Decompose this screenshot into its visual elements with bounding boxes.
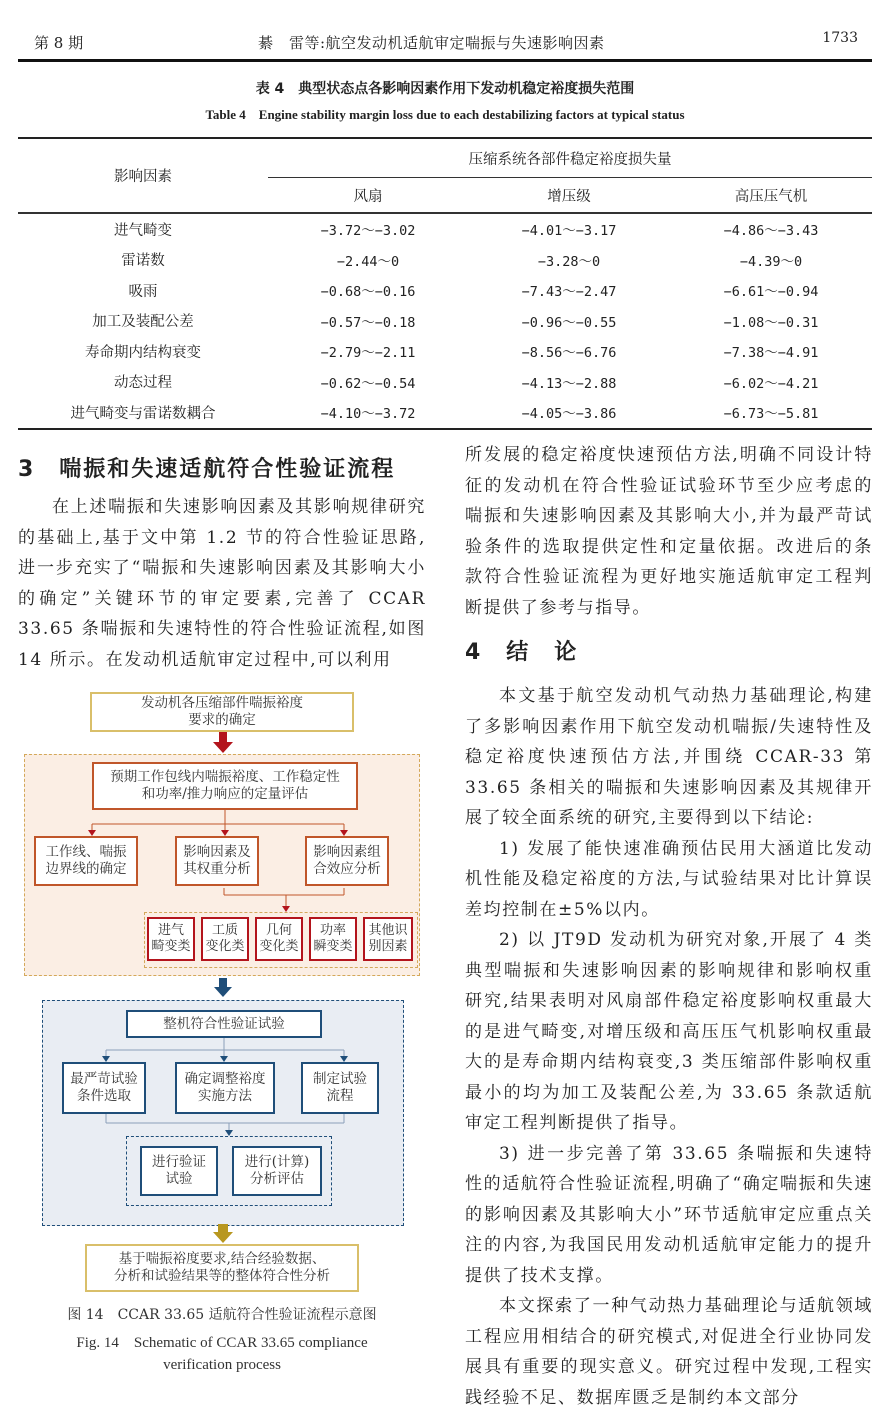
value-cell: −7.38～−4.91 (723, 345, 819, 362)
test-procedure-box (301, 1062, 379, 1114)
down-arrow-icon (212, 732, 234, 754)
value-cell: −4.39～0 (739, 253, 803, 270)
box-line: 和功率/推力响应的定量评估 (141, 786, 309, 802)
section-3-heading: 3 喘振和失速适航符合性验证流程 (18, 457, 396, 482)
down-arrow-icon (212, 1224, 234, 1244)
figure-caption-zh: 图 14 CCAR 33.65 适航符合性验证流程示意图 (67, 1307, 377, 1323)
factor-box (363, 917, 413, 961)
operating-line-box (34, 836, 138, 886)
value-cell: −6.61～−0.94 (723, 284, 819, 301)
table-caption-zh: 表 4 典型状态点各影响因素作用下发动机稳定裕度损失范围 (255, 81, 635, 97)
table-4 (18, 137, 872, 430)
factor-box (309, 917, 357, 961)
factor-box (201, 917, 249, 961)
value-cell: −0.96～−0.55 (521, 314, 617, 331)
box-line: 进气 (157, 923, 184, 938)
value-cell: −7.43～−2.47 (521, 284, 617, 301)
journal-issue: 第 8 期 (34, 34, 84, 52)
box-line: 流程 (326, 1088, 354, 1104)
factor-cell: 动态过程 (114, 375, 172, 392)
box-line: 工质 (211, 923, 238, 938)
conclusion-item-1: 1) 发展了能快速准确预估民用大涵道比发动机性能及稳定裕度的方法,与试验结果对比计算误差均控制在±5%以内。 (465, 838, 873, 920)
box-line: 影响因素及 (183, 844, 251, 860)
box-line: 其他识 (368, 923, 408, 938)
value-cell: −0.57～−0.18 (320, 314, 416, 331)
table-row (18, 397, 872, 429)
value-cell: −1.08～−0.31 (723, 314, 819, 331)
factor-box (255, 917, 303, 961)
value-cell: −4.10～−3.72 (268, 397, 468, 429)
box-line: 要求的确定 (188, 712, 256, 728)
value-cell: −0.68～−0.16 (320, 284, 416, 301)
table-row (18, 306, 872, 337)
value-cell: −0.62～−0.54 (320, 375, 416, 392)
value-cell: −6.02～−4.21 (723, 375, 819, 392)
section-4-heading: 4 结 论 (465, 640, 579, 665)
table-row (18, 336, 872, 367)
box-line: 基于喘振裕度要求,结合经验数据、 (118, 1251, 326, 1267)
value-cell: −4.86～−3.43 (723, 223, 819, 240)
factor-cell: 进气畸变 (114, 222, 172, 239)
factor-cell: 加工及装配公差 (92, 314, 194, 331)
box-line: 瞬变类 (313, 939, 353, 954)
section-3-paragraph-cont: 所发展的稳定裕度快速预估方法,明确不同设计特征的发动机在符合性验证试验环节至少应考虑的喘振和失速影响因素及其影响大小,并为最严苛试验条件的选取提供定性和定量依据。改进后的条款符合性验证流程为更好地实施适航审定工程判断提供了参考与指导。 (465, 445, 873, 618)
table-row (18, 275, 872, 306)
value-cell: −4.01～−3.17 (521, 223, 617, 240)
figure-caption-en: Fig. 14 Schematic of CCAR 33.65 compliance (76, 1335, 368, 1351)
table-row (18, 213, 872, 245)
box-line: 确定调整裕度 (184, 1071, 266, 1087)
running-title: 綦 雷等:航空发动机适航审定喘振与失速影响因素 (258, 34, 605, 52)
value-cell: −4.13～−2.88 (521, 375, 617, 392)
box-line: 制定试验 (313, 1071, 367, 1087)
box-line: 变化类 (205, 939, 245, 954)
box-line: 预期工作包线内喘振裕度、工作稳定性 (110, 769, 340, 785)
row-header: 影响因素 (18, 138, 268, 213)
right-column (465, 440, 873, 1413)
verification-test-box (140, 1146, 218, 1196)
conclusion-item-2: 2) 以 JT9D 发动机为研究对象,开展了 4 类典型喘振和失速影响因素的影响规律和影响权重研究,结果表明对风扇部件稳定裕度影响权重最大的是进气畸变,对增压级和高压压气机影响权重最大的是寿命期内结构衰变,3 类压缩部件影响权重最小的均为加工及装配公差,为 33.65 条款适航审定工程判断提供了指导。 (465, 930, 873, 1133)
table-row (18, 367, 872, 398)
margin-adjust-box (175, 1062, 275, 1114)
value-cell: −2.79～−2.11 (320, 345, 416, 362)
box-line: 分析评估 (249, 1171, 304, 1187)
whole-engine-test-box (126, 1010, 322, 1038)
box-line: 进行(计算) (244, 1154, 310, 1170)
factor-cell: 雷诺数 (121, 253, 165, 270)
box-line: 其权重分析 (183, 861, 251, 877)
box-line: 影响因素组 (313, 844, 381, 860)
conclusion-item-3: 3) 进一步完善了第 33.65 条喘振和失速特性的适航符合性验证流程,明确了“确定喘振和失速的影响因素及其影响大小”环节适航审定应重点关注的内容,为我国民用发动机适航审定能力的提升提供了技术支撑。 (465, 1143, 873, 1286)
value-cell: −4.05～−3.86 (468, 397, 670, 429)
box-line: 分析和试验结果等的整体符合性分析 (114, 1268, 330, 1284)
table-caption-en: Table 4 Engine stability margin loss due to each destabilizing factors at typical status (205, 107, 685, 122)
left-column (18, 452, 426, 675)
conclusion-intro: 本文基于航空发动机气动热力基础理论,构建了多影响因素作用下航空发动机喘振/失速特性及稳定裕度快速预估方法,并围绕 CCAR-33 第 33.65 条相关的喘振和失速影响因素及其规律开展了较全面系统的研究,主要得到以下结论: (465, 686, 873, 828)
box-line: 合效应分析 (313, 861, 381, 877)
factor-box (147, 917, 195, 961)
value-cell: −3.72～−3.02 (320, 223, 416, 240)
combined-effect-box (305, 836, 389, 886)
box-line: 变化类 (259, 939, 299, 954)
requirement-box (90, 692, 354, 732)
box-line: 边界线的确定 (45, 861, 127, 877)
box-line: 功率 (319, 923, 346, 938)
box-line: 几何 (265, 923, 292, 938)
box-line: 最严苛试验 (70, 1071, 138, 1087)
analysis-evaluation-box (232, 1146, 322, 1196)
box-line: 整机符合性验证试验 (163, 1015, 285, 1032)
page-number: 1733 (822, 30, 858, 46)
factor-cell: 吸雨 (128, 283, 158, 300)
conclusion-closing: 本文探索了一种气动热力基础理论与适航领域工程应用相结合的研究模式,对促进全行业协同发展具有重要的现实意义。研究过程中发现,工程实践经验不足、数据库匮乏是制约本文部分 (465, 1296, 873, 1408)
box-line: 条件选取 (77, 1088, 131, 1104)
quantitative-evaluation-box (92, 762, 358, 810)
down-arrow-icon (213, 978, 233, 998)
table-row (18, 245, 872, 276)
factor-cell: 寿命期内结构衰变 (85, 344, 201, 361)
factor-cell: 进气畸变与雷诺数耦合 (18, 397, 268, 429)
column-header: 风扇 (268, 178, 468, 214)
box-line: 进行验证 (152, 1154, 206, 1170)
box-line: 别因素 (368, 939, 408, 954)
value-cell: −2.44～0 (336, 253, 400, 270)
harshest-condition-box (62, 1062, 146, 1114)
overall-compliance-box (85, 1244, 359, 1292)
box-line: 试验 (165, 1171, 193, 1187)
value-cell: −3.28～0 (537, 253, 601, 270)
factor-weight-box (175, 836, 259, 886)
box-line: 发动机各压缩部件喘振裕度 (141, 695, 303, 711)
value-cell: −8.56～−6.76 (521, 345, 617, 362)
column-header: 高压压气机 (670, 178, 872, 214)
figure-14-flowchart (22, 688, 422, 1206)
value-cell: −6.73～−5.81 (670, 397, 872, 429)
figure-caption-en-cont: verification process (163, 1357, 281, 1373)
group-header: 压缩系统各部件稳定裕度损失量 (268, 138, 872, 178)
box-line: 畸变类 (151, 939, 191, 954)
box-line: 实施方法 (198, 1088, 252, 1104)
section-3-paragraph: 在上述喘振和失速影响因素及其影响规律研究的基础上,基于文中第 1.2 节的符合性验证思路,进一步充实了“喘振和失速影响因素及其影响大小的确定”关键环节的审定要素,完善了 CCAR 33.65 条喘振和失速特性的符合性验证流程,如图 14 所示。在发动机适航审定过程中,可以利用 (18, 497, 426, 670)
header-rule (18, 59, 872, 62)
column-header: 增压级 (468, 178, 670, 214)
box-line: 工作线、喘振 (45, 844, 127, 860)
